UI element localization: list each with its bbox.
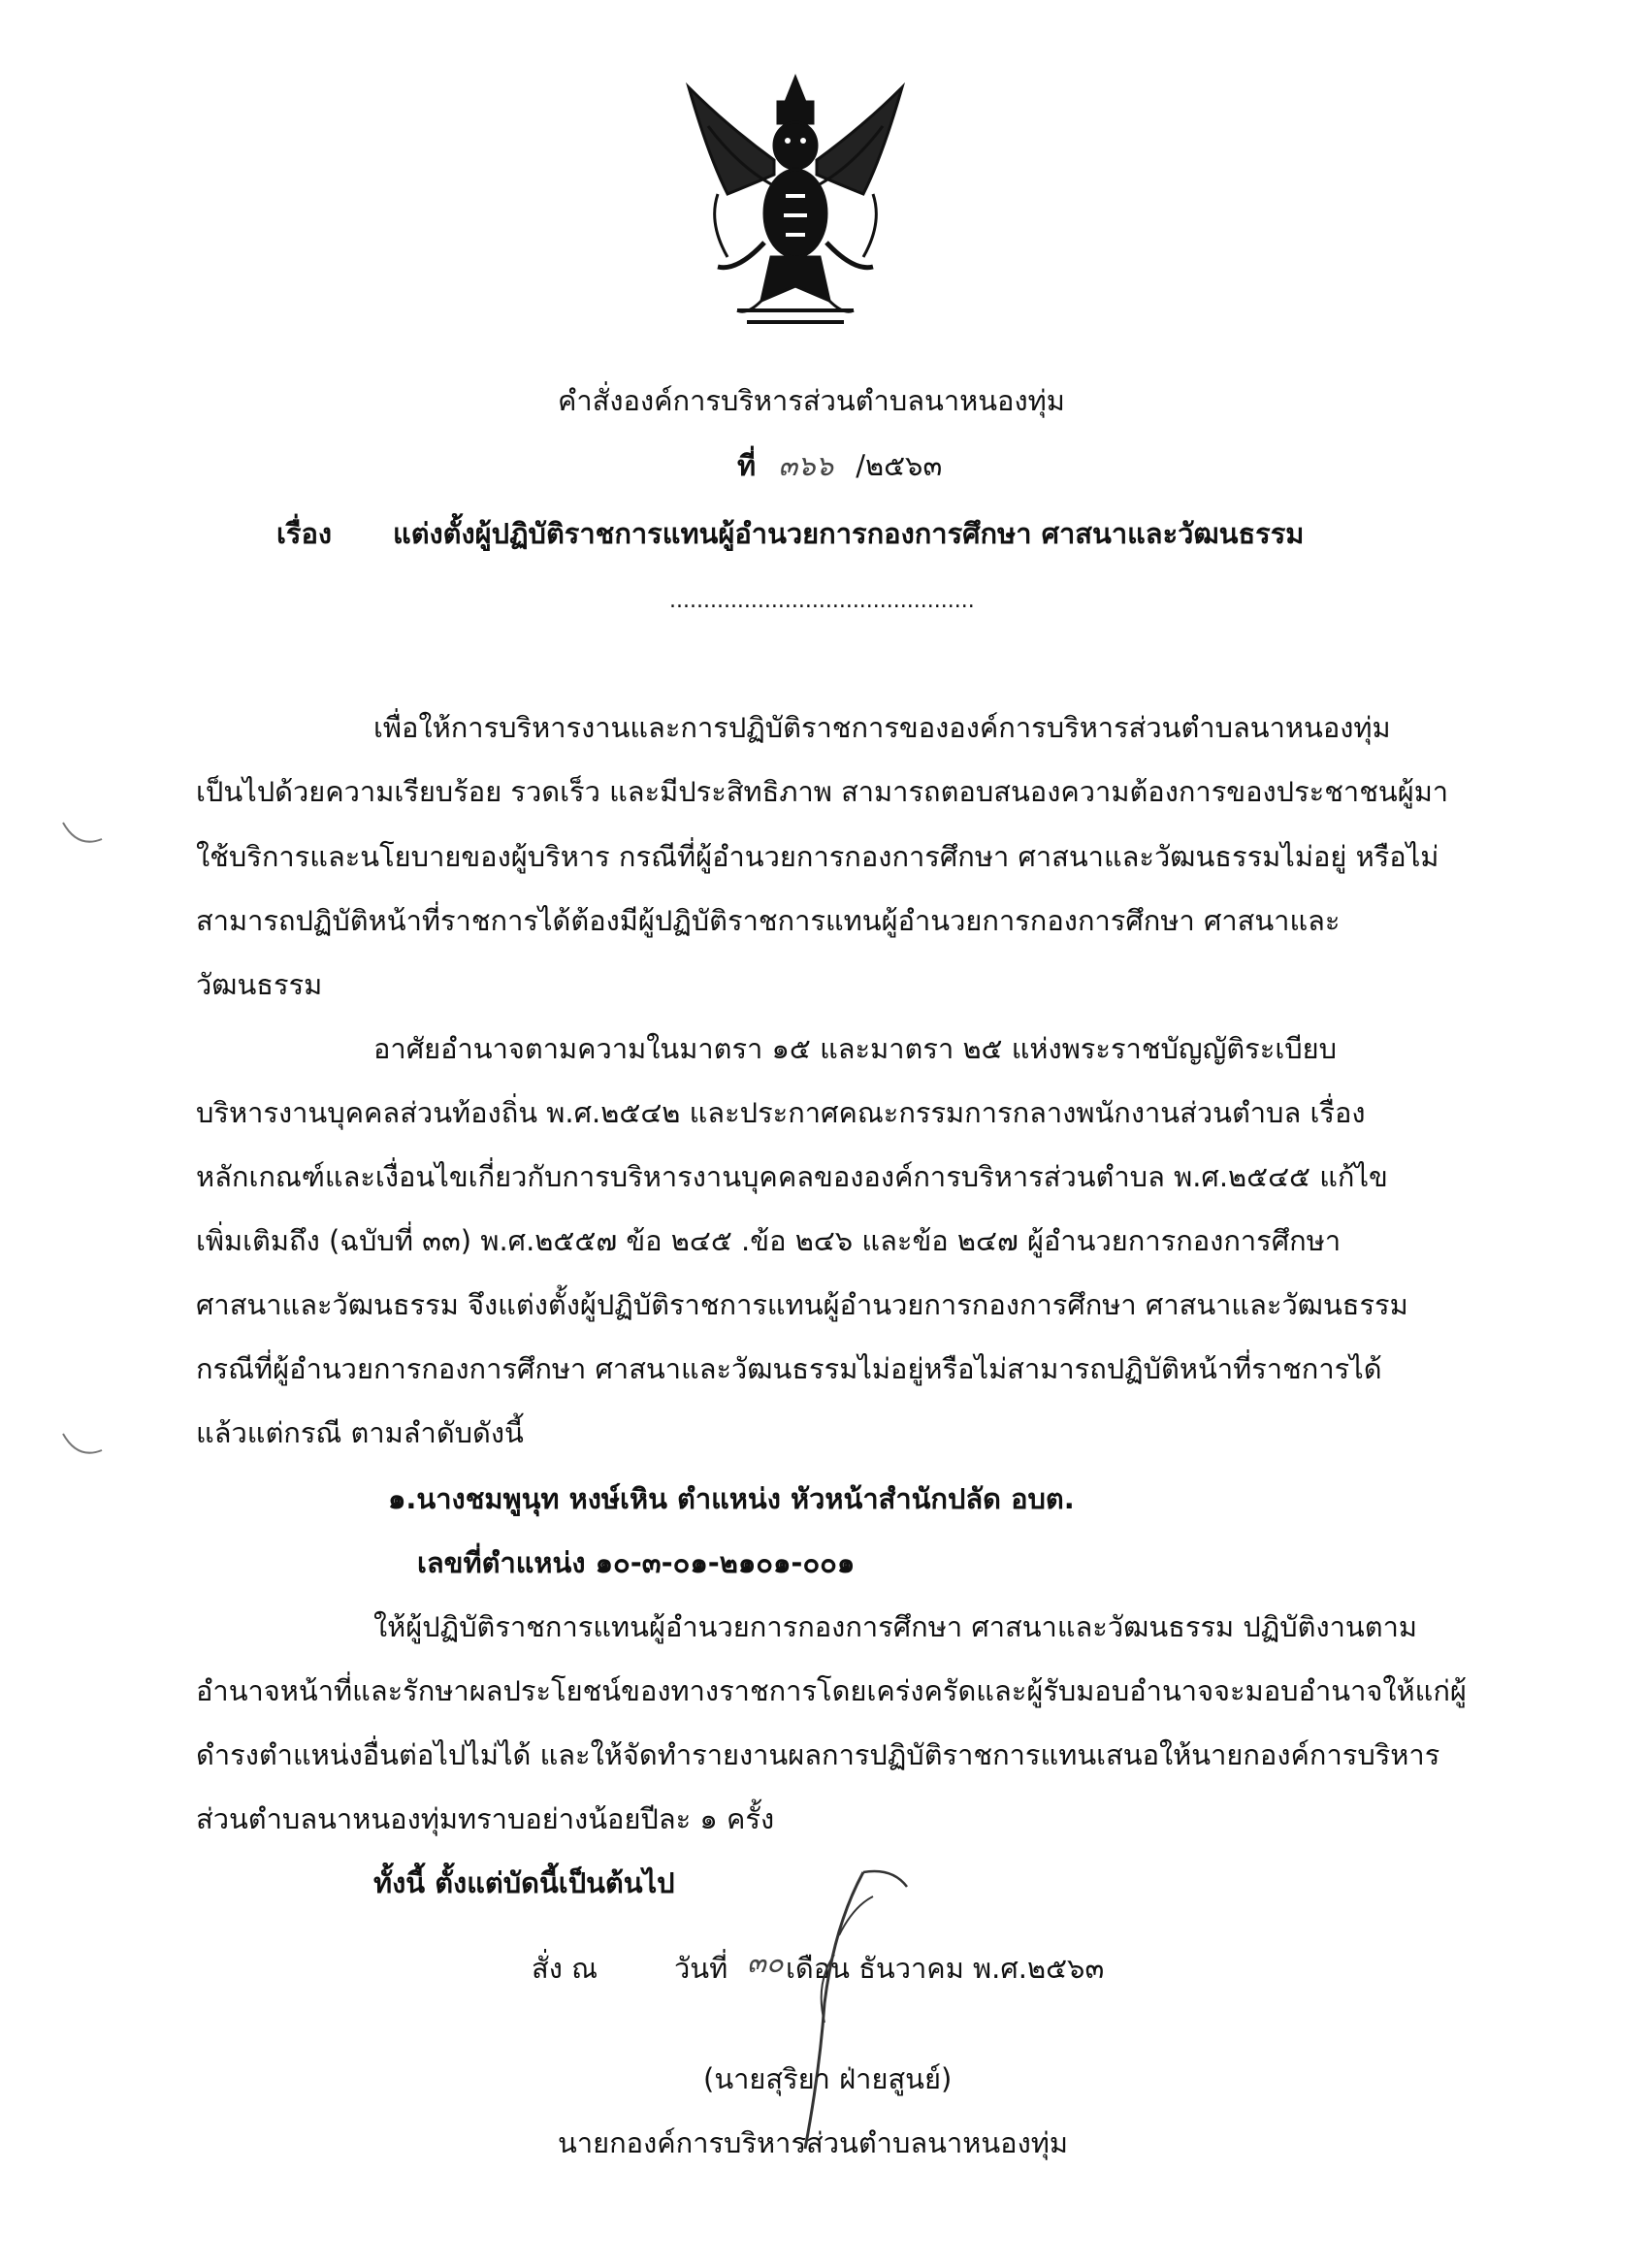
- subject-text: แต่งตั้งผู้ปฏิบัติราชการแทนผู้อำนวยการกองการศึกษา ศาสนาและวัฒนธรรม: [393, 517, 1305, 550]
- signer-name: (นายสุริยา ฝ่ายสูนย์): [703, 2062, 953, 2095]
- order-number-line: [737, 446, 942, 485]
- effective-date: ทั้งนี้ ตั้งแต่บัดนี้เป็นต้นไป: [373, 1866, 675, 1899]
- para2-line-6: กรณีที่ผู้อำนวยการกองการศึกษา ศาสนาและวัฒนธรรมไม่อยู่หรือไม่สามารถปฏิบัติหน้าที่ราชการได้: [196, 1352, 1382, 1385]
- order-at-label: สั่ง ณ: [532, 1952, 598, 1985]
- month-year: เดือน ธันวาคม พ.ศ.๒๕๖๓: [786, 1952, 1105, 1985]
- order-title: คำสั่งองค์การบริหารส่วนตำบลนาหนองทุ่ม: [558, 384, 1065, 417]
- para2-line-1: อาศัยอำนาจตามความในมาตรา ๑๕ และมาตรา ๒๕ แห่งพระราชบัญญัติระเบียบ: [373, 1032, 1338, 1065]
- para2-line-2: บริหารงานบุคคลส่วนท้องถิ่น พ.ศ.๒๕๔๒ และประกาศคณะกรรมการกลางพนักงานส่วนตำบล เรื่อง: [196, 1096, 1366, 1129]
- para3-line-2: อำนาจหน้าที่และรักษาผลประโยชน์ของทางราชการโดยเคร่งครัดและผู้รับมอบอำนาจจะมอบอำนาจให้แก่ผู้: [196, 1674, 1467, 1707]
- order-number-prefix: ที่: [737, 449, 757, 482]
- para3-line-1: ให้ผู้ปฏิบัติราชการแทนผู้อำนวยการกองการศึกษา ศาสนาและวัฒนธรรม ปฏิบัติงานตาม: [373, 1610, 1417, 1643]
- para2-line-7: แล้วแต่กรณี ตามลำดับดังนี้: [196, 1416, 524, 1449]
- para3-line-3: ดำรงตำแหน่งอื่นต่อไปไม่ได้ และให้จัดทำรายงานผลการปฏิบัติราชการแทนเสนอให้นายกองค์การบริหาร: [196, 1738, 1440, 1771]
- para2-line-5: ศาสนาและวัฒนธรรม จึงแต่งตั้งผู้ปฏิบัติราชการแทนผู้อำนวยการกองการศึกษา ศาสนาและวัฒนธรรม: [196, 1288, 1408, 1321]
- para2-line-4: เพิ่มเติมถึง (ฉบับที่ ๓๓) พ.ศ.๒๕๕๗ ข้อ ๒๔๕ .ข้อ ๒๔๖ และข้อ ๒๔๗ ผู้อำนวยการกองการศึกษา: [196, 1224, 1342, 1257]
- para1-line-2: เป็นไปด้วยความเรียบร้อย รวดเร็ว และมีประสิทธิภาพ สามารถตอบสนองความต้องการของประชาชนผู้มา: [196, 775, 1449, 808]
- appointee: ๑.นางชมพูนุท หงษ์เหิน ตำแหน่ง หัวหน้าสำนักปลัด อบต.: [388, 1482, 1075, 1515]
- para1-line-3: ใช้บริการและนโยบายของผู้บริหาร กรณีที่ผู้อำนวยการกองการศึกษา ศาสนาและวัฒนธรรมไม่อยู่ หรือไม่: [196, 840, 1439, 873]
- separator-dots: .............................................: [669, 589, 975, 613]
- day-handwritten: ๓๐: [747, 1946, 784, 1979]
- para2-line-3: หลักเกณฑ์และเงื่อนไขเกี่ยวกับการบริหารงานบุคคลขององค์การบริหารส่วนตำบล พ.ศ.๒๕๔๕ แก้ไข: [196, 1160, 1388, 1193]
- signature-icon: [766, 1867, 931, 2158]
- subject-label: เรื่อง: [276, 517, 333, 550]
- order-year: /๒๕๖๓: [856, 449, 943, 482]
- hole-punch-mark: [58, 1426, 107, 1465]
- para1-line-5: วัฒนธรรม: [196, 968, 323, 1001]
- para1-line-1: เพื่อให้การบริหารงานและการปฏิบัติราชการขององค์การบริหารส่วนตำบลนาหนองทุ่ม: [373, 711, 1391, 744]
- order-number-handwritten: ๓๖๖: [778, 449, 833, 482]
- signer-title: นายกองค์การบริหารส่วนตำบลนาหนองทุ่ม: [558, 2126, 1068, 2159]
- para1-line-4: สามารถปฏิบัติหน้าที่ราชการได้ต้องมีผู้ปฏิบัติราชการแทนผู้อำนวยการกองการศึกษา ศาสนาและ: [196, 904, 1341, 937]
- para3-line-4: ส่วนตำบลนาหนองทุ่มทราบอย่างน้อยปีละ ๑ ครั้ง: [196, 1802, 775, 1835]
- position-number: เลขที่ตำแหน่ง ๑๐-๓-๐๑-๒๑๐๑-๐๐๑: [417, 1546, 856, 1579]
- garuda-emblem-icon: [669, 68, 922, 340]
- hole-punch-mark: [58, 815, 107, 854]
- day-label: วันที่: [674, 1952, 728, 1985]
